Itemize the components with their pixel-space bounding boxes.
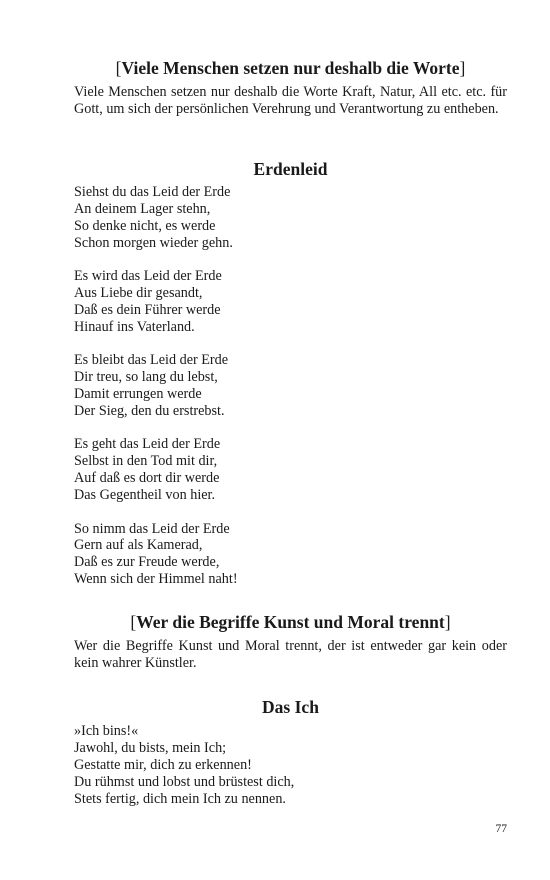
verse-line: Es bleibt das Leid der Erde (74, 352, 229, 369)
verse-line: Siehst du das Leid der Erde (74, 184, 231, 200)
poem-title-erdenleid: Erdenleid (253, 159, 328, 179)
verse-line: An deinem Lager stehn, (74, 200, 211, 217)
verse-line: Es wird das Leid der Erde (74, 268, 222, 285)
verse-line: Hinauf ins Vaterland. (74, 318, 195, 335)
book-page (74, 0, 507, 880)
verse-line: Daß es zur Freude werde, (74, 554, 220, 571)
verse-line: Damit errungen werde (74, 386, 202, 403)
poem-das-ich (74, 723, 507, 808)
verse-line: Du rühmst und lobst und brüstest dich, (74, 773, 295, 790)
stanza (74, 268, 507, 336)
prose-paragraph-kunst-und-moral: Wer die Begriffe Kunst und Moral trennt, der ist entweder gar kein oder kein wahrer Künstler. (74, 638, 507, 671)
verse-line: So denke nicht, es werde (74, 217, 216, 234)
poem-title-das-ich: Das Ich (262, 697, 319, 717)
page-number: 77 (495, 823, 507, 835)
verse-line: Es geht das Leid der Erde (74, 436, 221, 453)
verse-line: Gestatte mir, dich zu erkennen! (74, 756, 252, 773)
verse-line: Stets fertig, dich mein Ich zu nennen. (74, 790, 286, 807)
section-heading-kunst-und-moral (74, 612, 507, 632)
verse-line: Schon morgen wieder gehn. (74, 234, 233, 251)
stanza (74, 436, 507, 504)
stanza (74, 184, 507, 252)
verse-line: Selbst in den Tod mit dir, (74, 453, 218, 470)
stanza (74, 352, 507, 420)
verse-line: Jawohl, du bists, mein Ich; (74, 739, 227, 756)
verse-line: So nimm das Leid der Erde (74, 520, 230, 537)
stanza (74, 521, 507, 589)
verse-line: Gern auf als Kamerad, (74, 537, 203, 554)
close-bracket: ] (444, 612, 451, 632)
section-heading-viele-menschen (74, 58, 507, 78)
heading-text: Wer die Begriffe Kunst und Moral trennt (136, 612, 445, 632)
verse-line: Der Sieg, den du erstrebst. (74, 402, 225, 419)
open-bracket: [ (130, 612, 137, 632)
verse-line: Aus Liebe dir gesandt, (74, 285, 203, 302)
verse-line: Daß es dein Führer werde (74, 301, 221, 318)
stanza (74, 723, 507, 808)
close-bracket: ] (459, 58, 466, 78)
poem-erdenleid (74, 184, 507, 588)
prose-paragraph-viele-menschen: Viele Menschen setzen nur deshalb die Worte Kraft, Natur, All etc. etc. für Gott, um sich der persönlichen Verehrung und Verantwortung zu entheben. (74, 84, 507, 117)
open-bracket: [ (115, 58, 122, 78)
verse-line: Dir treu, so lang du lebst, (74, 369, 218, 386)
heading-text: Viele Menschen setzen nur deshalb die Worte (121, 58, 460, 78)
verse-line: »Ich bins!« (74, 723, 139, 739)
verse-line: Wenn sich der Himmel naht! (74, 571, 238, 588)
verse-line: Auf daß es dort dir werde (74, 470, 220, 487)
verse-line: Das Gegentheil von hier. (74, 487, 216, 504)
